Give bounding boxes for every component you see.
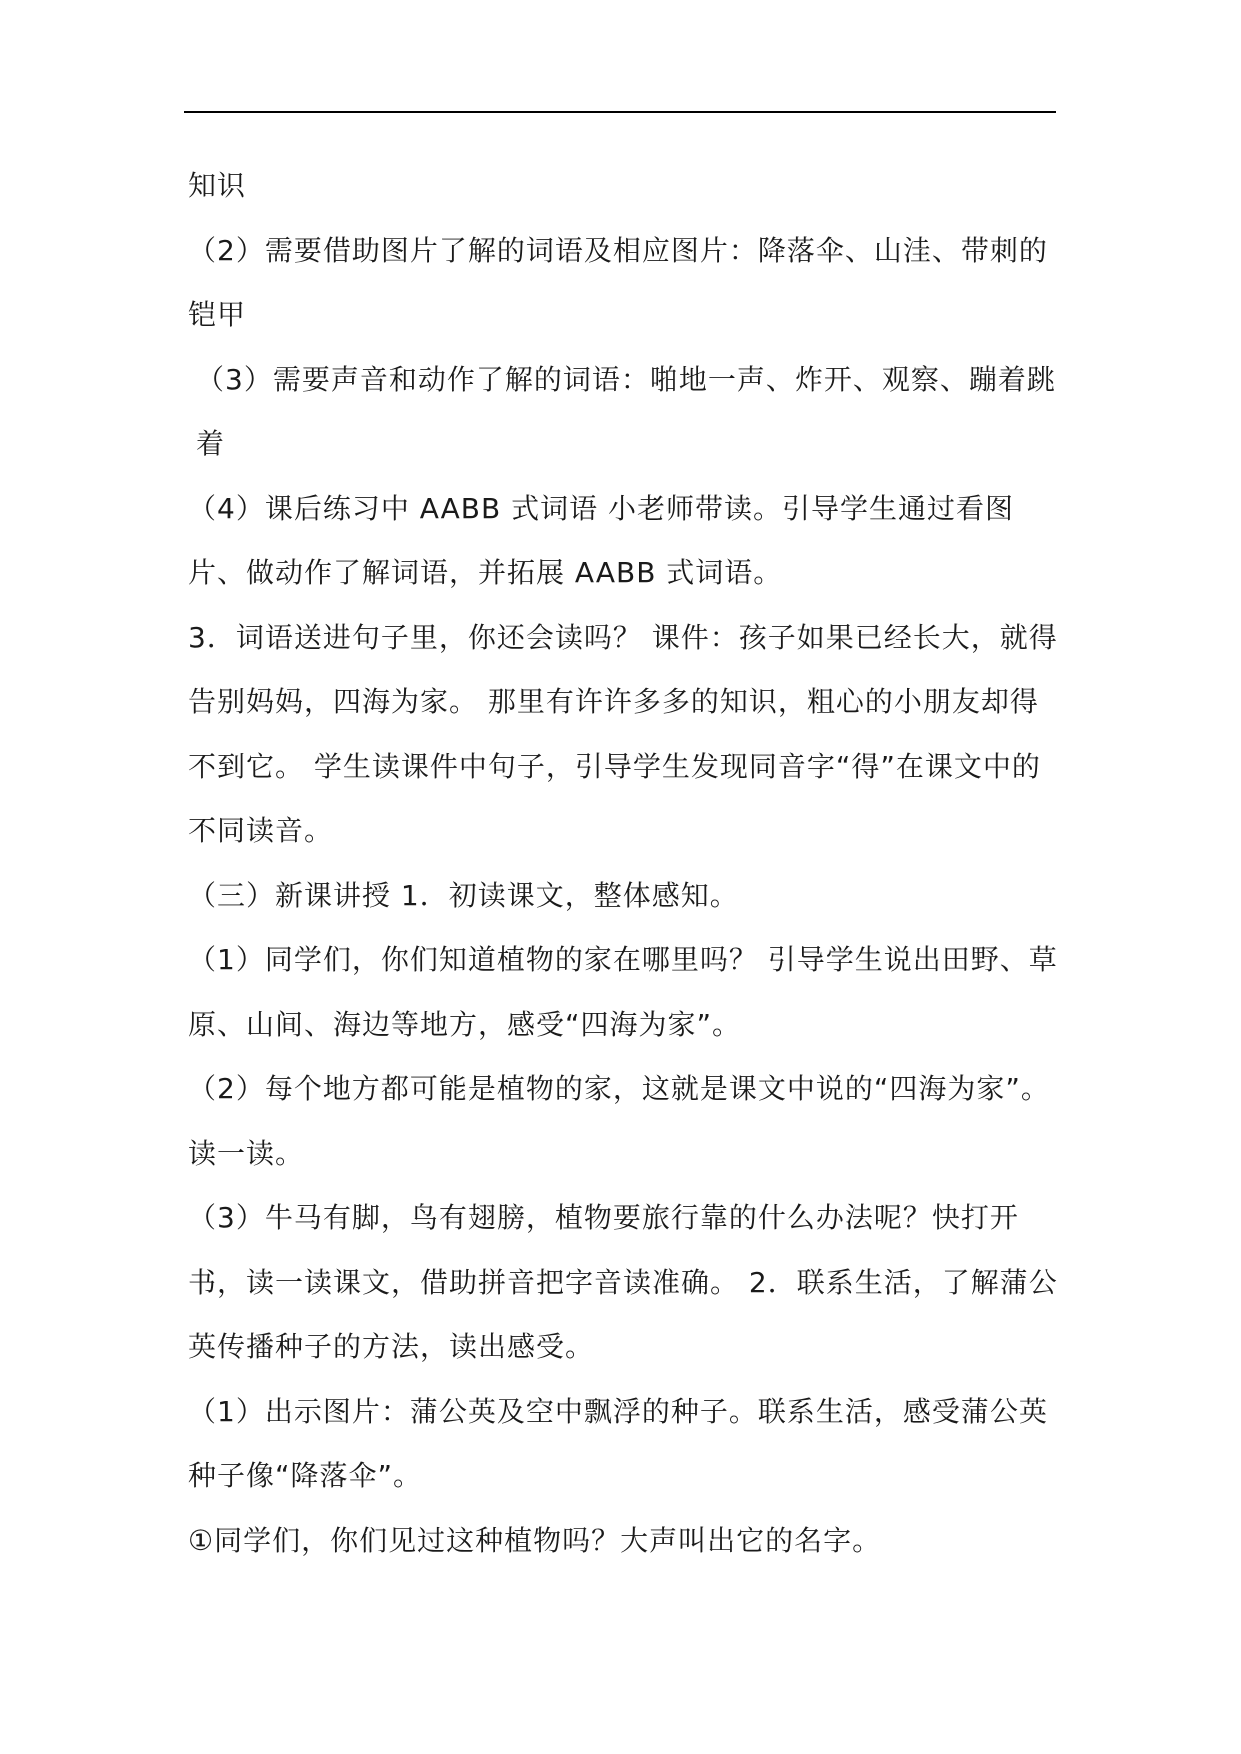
- paragraph-aabb-words: （4）课后练习中 AABB 式词语 小老师带读。引导学生通过看图片、做动作了解词语，并拓展 AABB 式词语。: [188, 491, 1015, 589]
- paragraph-sentence-reading: 3．词语送进句子里，你还会读吗？ 课件：孩子如果已经长大，就得告别妈妈，四海为家。 那里有许许多多的知识，粗心的小朋友却得不到它。 学生读课件中句子，引导学生发现同音字“得”在课文中的不同读音。: [188, 620, 1058, 847]
- paragraph-travel-methods: （3）牛马有脚，鸟有翅膀，植物要旅行靠的什么办法呢？快打开书，读一读课文，借助拼音把字音读准确。 2．联系生活，了解蒲公英传播种子的方法，读出感受。: [188, 1201, 1058, 1363]
- paragraph-name-plant: ①同学们，你们见过这种植物吗？大声叫出它的名字。: [188, 1523, 882, 1557]
- document-body: [188, 154, 1058, 1573]
- paragraph-sound-action-words: （3）需要声音和动作了解的词语：啪地一声、炸开、观察、蹦着跳着: [196, 362, 1056, 460]
- paragraph-plant-home: （1）同学们，你们知道植物的家在哪里吗？ 引导学生说出田野、草原、山间、海边等地方，感受“四海为家”。: [188, 943, 1058, 1041]
- paragraph-dandelion-picture: （1）出示图片：蒲公英及空中飘浮的种子。联系生活，感受蒲公英种子像“降落伞”。: [188, 1394, 1048, 1492]
- paragraph-everywhere-home: （2）每个地方都可能是植物的家，这就是课文中说的“四海为家”。读一读。: [188, 1072, 1050, 1170]
- paragraph-new-lesson: （三）新课讲授 1．初读课文，整体感知。: [188, 878, 739, 912]
- paragraph-knowledge: 知识: [188, 169, 247, 202]
- paragraph-picture-words: （2）需要借助图片了解的词语及相应图片：降落伞、山洼、带刺的铠甲: [188, 233, 1048, 331]
- header-divider: [184, 111, 1056, 113]
